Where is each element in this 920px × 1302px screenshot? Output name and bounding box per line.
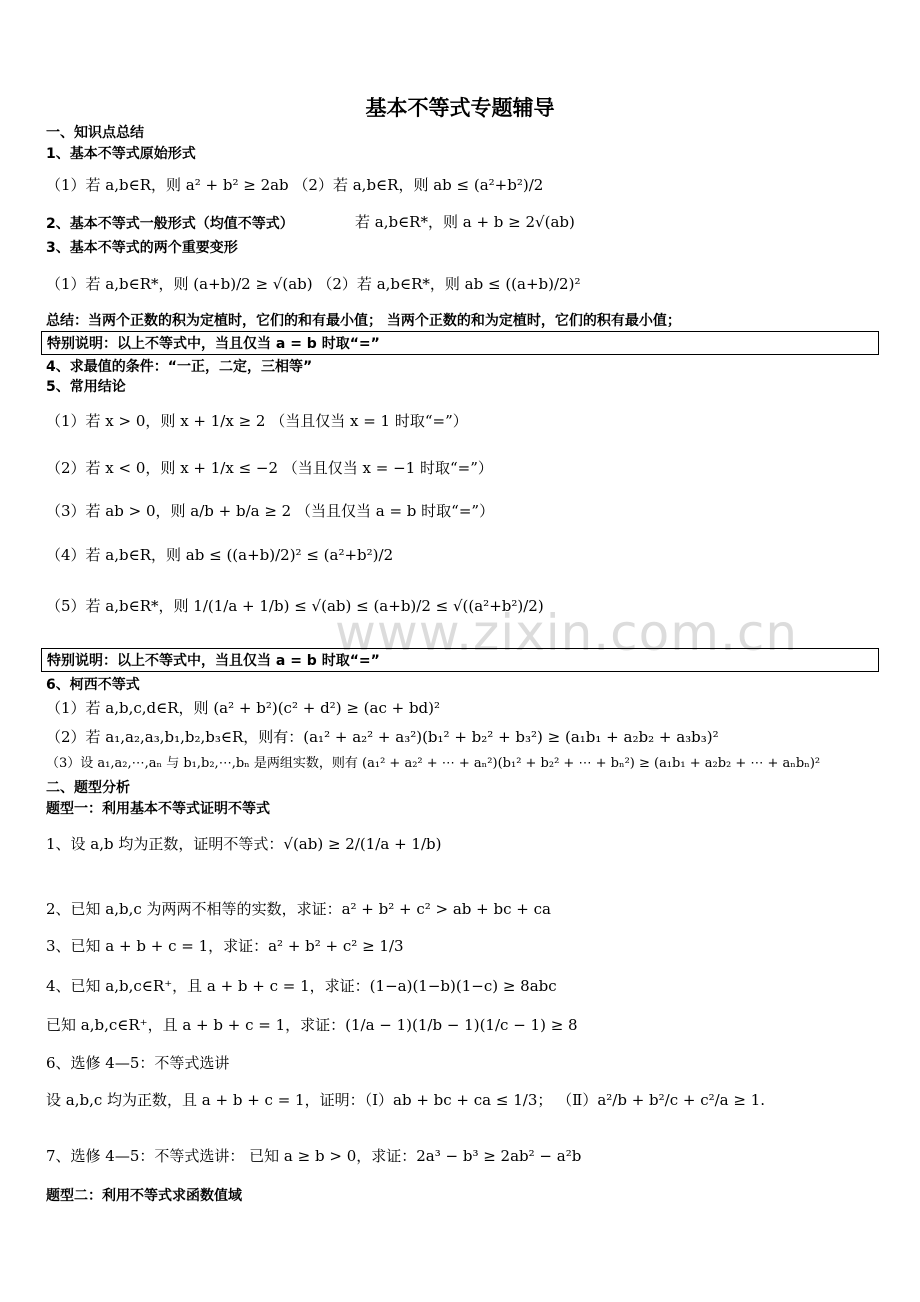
special-note-box	[41, 331, 879, 355]
conclusion-1: （1）若 x > 0，则 x + 1/x ≥ 2 （当且仅当 x = 1 时取“=”）	[46, 412, 468, 430]
conclusion-5: （5）若 a,b∈R*，则 1/(1/a + 1/b) ≤ √(ab) ≤ (a+b)/2 ≤ √((a²+b²)/2)	[46, 597, 544, 615]
special-note-box-2	[41, 648, 879, 672]
cauchy-3: （3）设 a₁,a₂,⋯,aₙ 与 b₁,b₂,⋯,bₙ 是两组实数，则有 (a₁² + a₂² + ⋯ + aₙ²)(b₁² + b₂² + ⋯ + bₙ²) ≥ (a₁b₁ + a₂b₂ + ⋯ + aₙbₙ)²	[46, 756, 821, 771]
section-heading-summary: 一、知识点总结	[46, 125, 144, 141]
subheading-common-conclusions: 5、常用结论	[46, 379, 126, 395]
problem-3: 3、已知 a + b + c = 1，求证：a² + b² + c² ≥ 1/3	[46, 937, 404, 955]
conclusion-4: （4）若 a,b∈R，则 ab ≤ ((a+b)/2)² ≤ (a²+b²)/2	[46, 546, 394, 564]
watermark: www.zixin.com.cn	[335, 604, 799, 662]
subheading-two-variants: 3、基本不等式的两个重要变形	[46, 240, 238, 256]
subheading-type-two: 题型二：利用不等式求函数值域	[46, 1188, 242, 1204]
problem-4: 4、已知 a,b,c∈R⁺，且 a + b + c = 1，求证：(1−a)(1−b)(1−c) ≥ 8abc	[46, 977, 557, 995]
problem-2: 2、已知 a,b,c 为两两不相等的实数，求证：a² + b² + c² > ab + bc + ca	[46, 900, 551, 918]
problem-7: 7、选修 4—5：不等式选讲： 已知 a ≥ b > 0，求证：2a³ − b³ ≥ 2ab² − a²b	[46, 1147, 582, 1165]
subheading-extremum-conditions: 4、求最值的条件：“一正，二定，三相等”	[46, 359, 313, 375]
subheading-original-form: 1、基本不等式原始形式	[46, 146, 196, 162]
cauchy-2: （2）若 a₁,a₂,a₃,b₁,b₂,b₃∈R，则有：(a₁² + a₂² + a₃²)(b₁² + b₂² + b₃²) ≥ (a₁b₁ + a₂b₂ + a₃b₃)²	[46, 728, 719, 746]
special-note-2: 特别说明：以上不等式中，当且仅当 a = b 时取“=”	[47, 653, 380, 669]
cauchy-1: （1）若 a,b,c,d∈R，则 (a² + b²)(c² + d²) ≥ (ac + bd)²	[46, 699, 441, 717]
problem-4b: 已知 a,b,c∈R⁺，且 a + b + c = 1，求证：(1/a − 1)(1/b − 1)(1/c − 1) ≥ 8	[46, 1016, 578, 1034]
section-heading-analysis: 二、题型分析	[46, 780, 130, 796]
problem-1: 1、设 a,b 均为正数，证明不等式：√(ab) ≥ 2/(1/a + 1/b)	[46, 835, 442, 853]
subheading-general-form: 2、基本不等式一般形式（均值不等式）	[46, 216, 294, 232]
problem-6: 设 a,b,c 均为正数，且 a + b + c = 1，证明：（Ⅰ）ab + bc + ca ≤ 1/3； （Ⅱ）a²/b + b²/c + c²/a ≥ 1.	[46, 1091, 766, 1109]
special-note: 特别说明：以上不等式中，当且仅当 a = b 时取“=”	[47, 336, 380, 352]
summary-text: 总结：当两个正数的积为定植时，它们的和有最小值； 当两个正数的和为定植时，它们的积有最小值；	[46, 313, 681, 329]
subheading-type-one: 题型一：利用基本不等式证明不等式	[46, 801, 270, 817]
conclusion-2: （2）若 x < 0，则 x + 1/x ≤ −2 （当且仅当 x = −1 时取“=”）	[46, 459, 493, 477]
subheading-cauchy: 6、柯西不等式	[46, 677, 140, 693]
formula-original-form: （1）若 a,b∈R，则 a² + b² ≥ 2ab （2）若 a,b∈R，则 ab ≤ (a²+b²)/2	[46, 176, 544, 194]
conclusion-3: （3）若 ab > 0，则 a/b + b/a ≥ 2 （当且仅当 a = b 时取“=”）	[46, 502, 495, 520]
page-title: 基本不等式专题辅导	[365, 96, 555, 120]
formula-two-variants: （1）若 a,b∈R*，则 (a+b)/2 ≥ √(ab) （2）若 a,b∈R*，则 ab ≤ ((a+b)/2)²	[46, 275, 581, 293]
problem-6-heading: 6、选修 4—5：不等式选讲	[46, 1054, 230, 1072]
formula-general-form: 若 a,b∈R*，则 a + b ≥ 2√(ab)	[355, 213, 575, 231]
